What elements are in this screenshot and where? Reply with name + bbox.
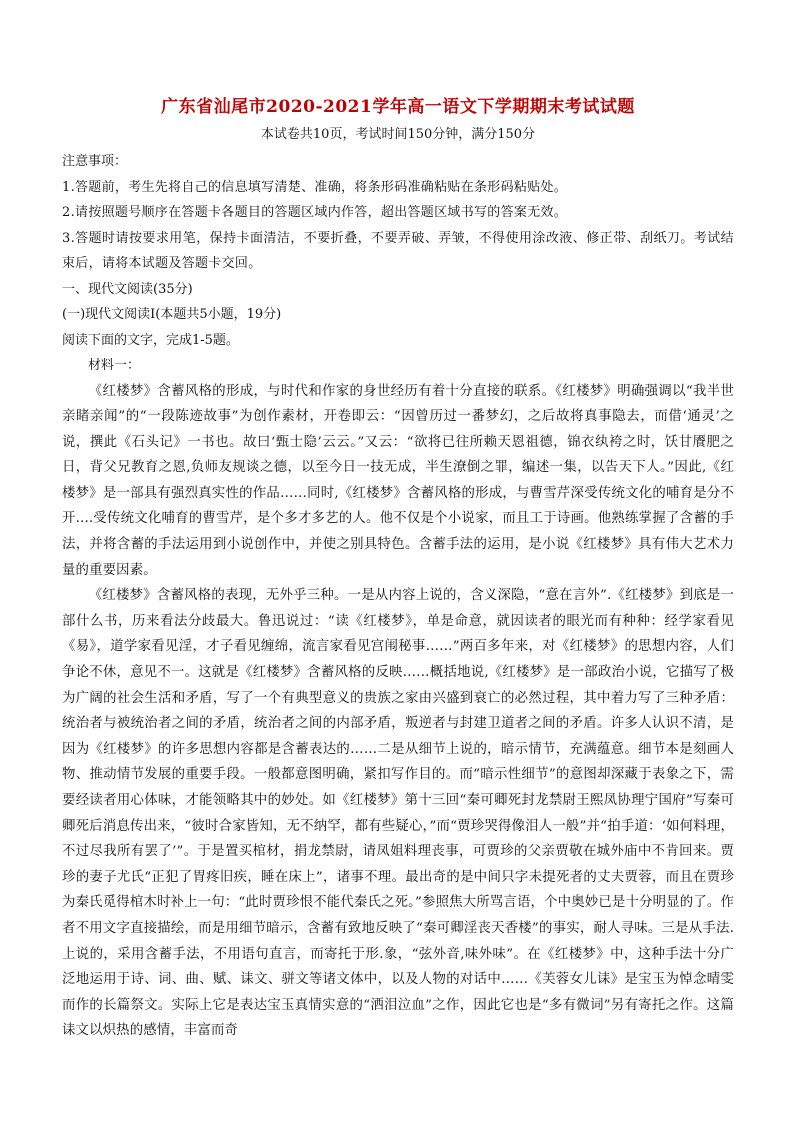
section-subheading: (一)现代文阅读Ⅰ(本题共5小题，19分) xyxy=(62,307,282,322)
section-heading: 一、现代文阅读(35分) xyxy=(62,281,193,297)
material-label: 材料一： xyxy=(88,358,141,373)
notice-heading: 注意事项： xyxy=(62,154,128,169)
exam-title: 广东省汕尾市2020-2021学年高一语文下学期期末考试试题 xyxy=(161,97,635,117)
body-paragraph-2: 《红楼梦》含蓄风格的表现，无外乎三种。一是从内容上说的，含义深隐，“意在言外”.《红楼梦》到底是一部什么书，历来看法分歧最大。鲁迅说过：“读《红楼梦》，单是命意，就因读者的眼光而有种种：经学家看见《易》，道学家看见淫，才子看见缠绵，流言家看见宫闱秘事……”两百多年来，对《红楼梦》的思想内容，人们争论不休，意见不一。这就是《红楼梦》含蓄风格的反映……概括地说,《红楼梦》是一部政治小说，它描写了极为广阔的社会生活和矛盾，写了一个有典型意义的贵族之家由兴盛到衰亡的必然过程，其中着力写了三种矛盾：统治者与被统治者之间的矛盾，统治者之间的内部矛盾，叛逆者与封建卫道者之间的矛盾。许多人认识不清，是因为《红楼梦》的许多思想内容都是含蓄表达的……二是从细节上说的，暗示情节，充满蕴意。细节本是刻画人物、推动情节发展的重要手段。一般都意图明确，紧扣写作目的。而“暗示性细节”的意图却深藏于表象之下，需要经读者用心体味，才能领略其中的妙处。如《红楼梦》第十三回“秦可卿死封龙禁尉王熙凤协理宁国府”写秦可卿死后消息传出来，“彼时合家皆知，无不纳罕，都有些疑心，”而“贾珍哭得像泪人一般”并“拍手道：‘如何料理，不过尽我所有罢了’”。于是置买棺材，捐龙禁尉，请凤姐料理丧事，可贾珍的父亲贾敬在城外庙中不肯回来。贾珍的妻子尤氏“正犯了胃疼旧疾，睡在床上”，诸事不理。最出奇的是中间只字未提死者的丈夫贾蓉，而且在贾珍为秦氏觅得棺木时补上一句：“此时贾珍恨不能代秦氏之死。”参照焦大所骂言语，个中奥妙已是十分明显的了。作者不用文字直接描绘，而是用细节暗示，含蓄有致地反映了“秦可卿淫丧天香楼”的事实，耐人寻味。三是从手法.上说的，采用含蓄手法，不用语句直言，而寄托于形.象，“弦外音,味外味”。在《红楼梦》中，这种手法十分广泛地运用于诗、词、曲、赋、诔文、骈文等诸文体中，以及人物的对话中……《芙蓉女儿诔》是宝玉为悼念晴雯而作的长篇祭文。实际上它是表达宝玉真情实意的“洒泪泣血”之作，因此它也是“多有微词”另有寄托之作。这篇诔文以炽热的感情，丰富而奇 xyxy=(62,588,734,1039)
notice-item-2: 2.请按照题号顺序在答题卡各题目的答题区域内作答，超出答题区域书写的答案无效。 xyxy=(62,205,568,220)
notice-item-1: 1.答题前，考生先将自己的信息填写清楚、准确，将条形码准确粘贴在条形码粘贴处。 xyxy=(62,179,568,195)
exam-subtitle: 本试卷共10页，考试时间150分钟，满分150分 xyxy=(260,127,536,142)
section-instruction: 阅读下面的文字，完成1-5题。 xyxy=(62,332,239,348)
exam-page xyxy=(62,94,734,1044)
notice-item-3: 3.答题时请按要求用笔，保持卡面清洁，不要折叠，不要弄破、弄皱，不得使用涂改液、修正带、刮纸刀。考试结束后，请将本试题及答题卡交回。 xyxy=(62,230,734,271)
body-paragraph-1: 《红楼梦》含蓄风格的形成，与时代和作家的身世经历有着十分直接的联系。《红楼梦》明确强调以“我半世亲睹亲闻”的“一段陈迹故事”为创作素材，开卷即云：“因曾历过一番梦幻，之后故将真事隐去，而借‘通灵’之说，撰此《石头记》一书也。故曰‘甄士隐’云云。”又云：“欲将已往所赖天恩祖德，锦衣纨袴之时，饫甘餍肥之日，背父兄教育之恩,负师友规谈之德，以至今日一技无成，半生潦倒之罪，编述一集，以告天下人。”因此,《红楼梦》是一部具有强烈真实性的作品……同时,《红楼梦》含蓄风格的形成，与曹雪芹深受传统文化的哺育是分不开....受传统文化哺育的曹雪芹，是个多才多艺的人。他不仅是个小说家，而且工于诗画。他熟练掌握了含蓄的手法，并将含蓄的手法运用到小说创作中，并使之别具特色。含蓄手法的运用，是小说《红楼梦》具有伟大艺术力量的重要因素。 xyxy=(62,383,734,578)
